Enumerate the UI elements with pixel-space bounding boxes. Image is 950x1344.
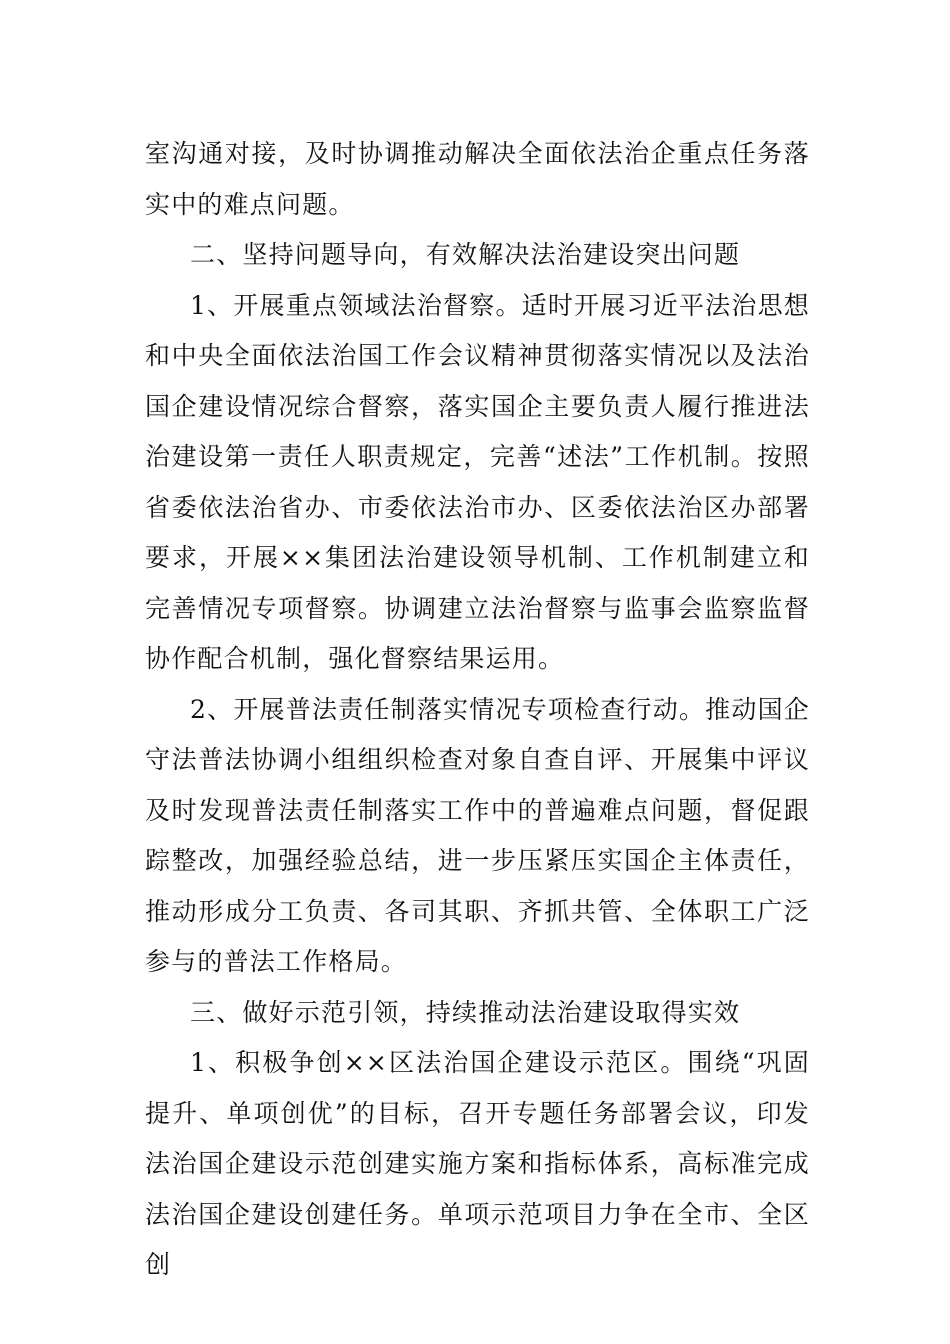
paragraph-item-2-1: 1、开展重点领域法治督察。适时开展习近平法治思想和中央全面依法治国工作会议精神贯彻落实情况以及法治国企建设情况综合督察，落实国企主要负责人履行推进法治建设第一责任人职责规定，完善“述法”工作机制。按照省委依法治省办、市委依法治市办、区委依法治区办部署要求，开展××集团法治建设领导机制、工作机制建立和完善情况专项督察。协调建立法治督察与监事会监察监督协作配合机制，强化督察结果运用。 [145, 290, 810, 673]
document-body [145, 129, 810, 1291]
section-heading-2: 二、坚持问题导向，有效解决法治建设突出问题 [190, 240, 741, 269]
section-heading-3: 三、做好示范引领，持续推动法治建设取得实效 [190, 997, 741, 1027]
paragraph-item-2-2: 2、开展普法责任制落实情况专项检查行动。推动国企守法普法协调小组组织检查对象自查自评、开展集中评议及时发现普法责任制落实工作中的普遍难点问题，督促跟踪整改，加强经验总结，进一步压紧压实国企主体责任，推动形成分工负责、各司其职、齐抓共管、全体职工广泛参与的普法工作格局。 [145, 694, 810, 976]
paragraph-item-3-1: 1、积极争创××区法治国企建设示范区。围绕“巩固提升、单项创优”的目标，召开专题任务部署会议，印发法治国企建设示范创建实施方案和指标体系，高标准完成法治国企建设创建任务。单项示范项目力争在全市、全区创 [145, 1048, 810, 1279]
paragraph-continuation: 室沟通对接，及时协调推动解决全面依法治企重点任务落实中的难点问题。 [145, 139, 810, 219]
